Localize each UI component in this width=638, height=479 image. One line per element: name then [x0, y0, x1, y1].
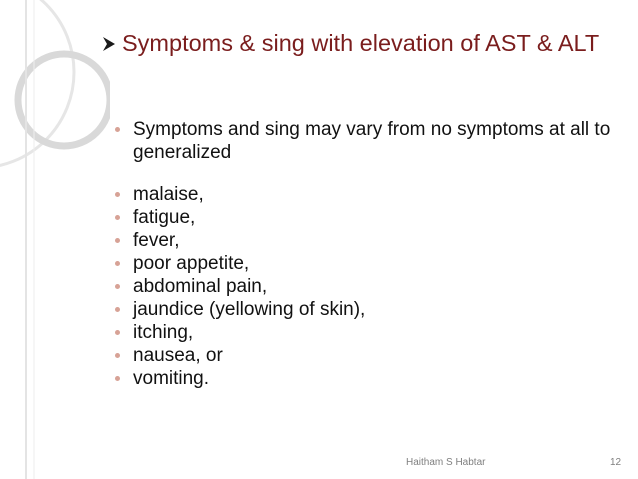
dot-bullet-icon: [115, 353, 120, 358]
dot-bullet-icon: [115, 330, 120, 335]
dot-bullet-icon: [115, 192, 120, 197]
list-item-text: nausea, or: [133, 345, 223, 366]
dot-bullet-icon: [115, 261, 120, 266]
list-item: [112, 183, 612, 206]
list-item: [112, 275, 612, 298]
list-item-text: poor appetite,: [133, 253, 250, 274]
dot-bullet-icon: [115, 284, 120, 289]
list-item-text: malaise,: [133, 184, 204, 205]
list-item: [112, 118, 612, 164]
list-item-text: fatigue,: [133, 207, 196, 228]
list-item-text: jaundice (yellowing of skin),: [133, 299, 366, 320]
dot-bullet-icon: [115, 215, 120, 220]
dot-bullet-icon: [115, 238, 120, 243]
list-item-text: Symptoms and sing may vary from no symptoms at all to generalized: [133, 119, 611, 163]
arrow-bullet-icon: [102, 36, 118, 52]
page-number: 12: [610, 457, 622, 468]
list-item: [112, 206, 612, 229]
slide-title: [106, 30, 626, 57]
dot-bullet-icon: [115, 307, 120, 312]
list-item: [112, 344, 612, 367]
dot-bullet-icon: [115, 376, 120, 381]
bullet-list: [112, 118, 612, 390]
decorative-circles: [0, 0, 110, 479]
list-item-text: abdominal pain,: [133, 276, 268, 297]
list-item: [112, 229, 612, 252]
list-item: [112, 367, 612, 390]
list-item-text: vomiting.: [133, 368, 210, 389]
list-item: [112, 298, 612, 321]
list-item-text: fever,: [133, 230, 180, 251]
list-item-text: itching,: [133, 322, 194, 343]
slide-title-text: Symptoms & sing with elevation of AST & ALT: [122, 30, 600, 56]
deco-circle-small: [18, 54, 110, 146]
list-item: [112, 321, 612, 344]
list-item: [112, 252, 612, 275]
dot-bullet-icon: [115, 127, 120, 132]
footer-author: Haitham S Habtar: [406, 457, 486, 468]
